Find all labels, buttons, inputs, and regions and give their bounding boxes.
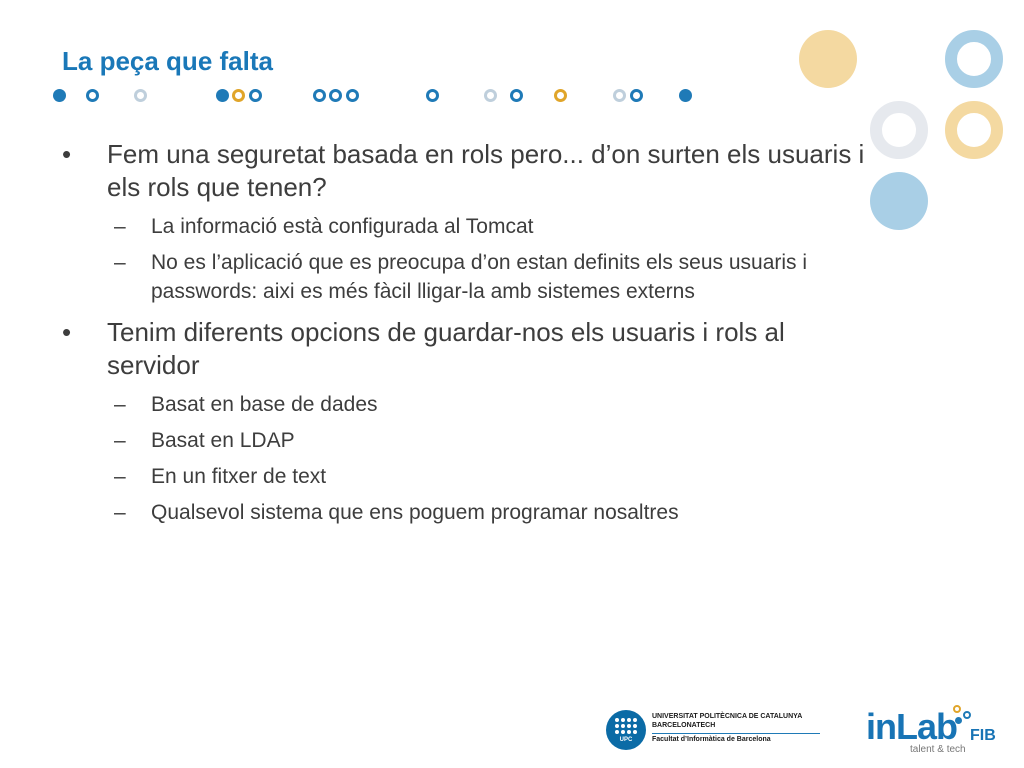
dot-decoration	[216, 89, 229, 102]
inlab-tagline: talent & tech	[910, 744, 966, 755]
slide-content	[56, 138, 866, 534]
circle-decoration	[799, 30, 857, 88]
dot-decoration	[510, 89, 523, 102]
dot-decoration	[134, 89, 147, 102]
dot-decoration	[484, 89, 497, 102]
bullet-item	[56, 138, 866, 204]
inlab-dot-icon	[963, 711, 971, 719]
bullet-marker: •	[62, 139, 72, 169]
upc-university-name: UNIVERSITAT POLITÈCNICA DE CATALUNYA	[652, 713, 803, 720]
sub-bullet-text: En un fitxer de text	[151, 465, 327, 488]
sub-bullet-marker: –	[114, 251, 126, 274]
sub-bullet-item	[56, 462, 866, 491]
dot-decoration	[232, 89, 245, 102]
upc-faculty-name: Facultat d’Informàtica de Barcelona	[652, 736, 771, 743]
dot-decoration	[679, 89, 692, 102]
circle-decoration	[870, 172, 928, 230]
inlab-logo	[866, 705, 1016, 755]
upc-divider	[652, 733, 820, 734]
decorative-dot-row	[0, 0, 720, 110]
sub-bullet-text: Qualsevol sistema que ens poguem programar nosaltres	[151, 501, 679, 524]
sub-bullet-item	[56, 390, 866, 419]
dot-decoration	[613, 89, 626, 102]
sub-bullet-marker: –	[114, 465, 126, 488]
sub-bullet-marker: –	[114, 429, 126, 452]
sub-bullet-text: No es l’aplicació que es preocupa d’on estan definits els seus usuaris i passwords: aixi es més fàcil lligar-la amb sistemes externs	[151, 251, 808, 303]
dot-decoration	[426, 89, 439, 102]
inlab-wordmark: inLab	[866, 706, 957, 747]
sub-bullet-marker: –	[114, 393, 126, 416]
upc-dots-icon	[614, 717, 638, 735]
sub-bullet-text: Basat en LDAP	[151, 429, 295, 452]
sub-bullet-item	[56, 426, 866, 455]
ring-decoration	[945, 101, 1003, 159]
bullet-item	[56, 316, 866, 382]
upc-logo-block	[606, 710, 821, 750]
sub-bullet-marker: –	[114, 501, 126, 524]
inlab-fib-label: FIB	[970, 727, 996, 744]
sub-bullet-text: Basat en base de dades	[151, 393, 378, 416]
sub-bullet-text: La informació està configurada al Tomcat	[151, 215, 534, 238]
ring-decoration	[945, 30, 1003, 88]
upc-logo-text: UPC	[619, 737, 633, 743]
bullet-text: Fem una seguretat basada en rols pero... d’on surten els usuaris i els rols que tenen?	[107, 139, 865, 202]
sub-bullet-marker: –	[114, 215, 126, 238]
dot-decoration	[86, 89, 99, 102]
upc-barcelonatech: BARCELONATECH	[652, 722, 716, 729]
dot-decoration	[249, 89, 262, 102]
sub-bullet-item	[56, 248, 866, 306]
ring-decoration	[870, 101, 928, 159]
dot-decoration	[346, 89, 359, 102]
dot-decoration	[554, 89, 567, 102]
bullet-marker: •	[62, 317, 72, 347]
dot-decoration	[630, 89, 643, 102]
dot-decoration	[53, 89, 66, 102]
dot-decoration	[329, 89, 342, 102]
sub-bullet-item	[56, 498, 866, 527]
upc-logo	[606, 710, 646, 750]
sub-bullet-item	[56, 212, 866, 241]
slide-title: La peça que falta	[62, 46, 273, 76]
dot-decoration	[313, 89, 326, 102]
bullet-text: Tenim diferents opcions de guardar-nos els usuaris i rols al servidor	[107, 317, 785, 380]
